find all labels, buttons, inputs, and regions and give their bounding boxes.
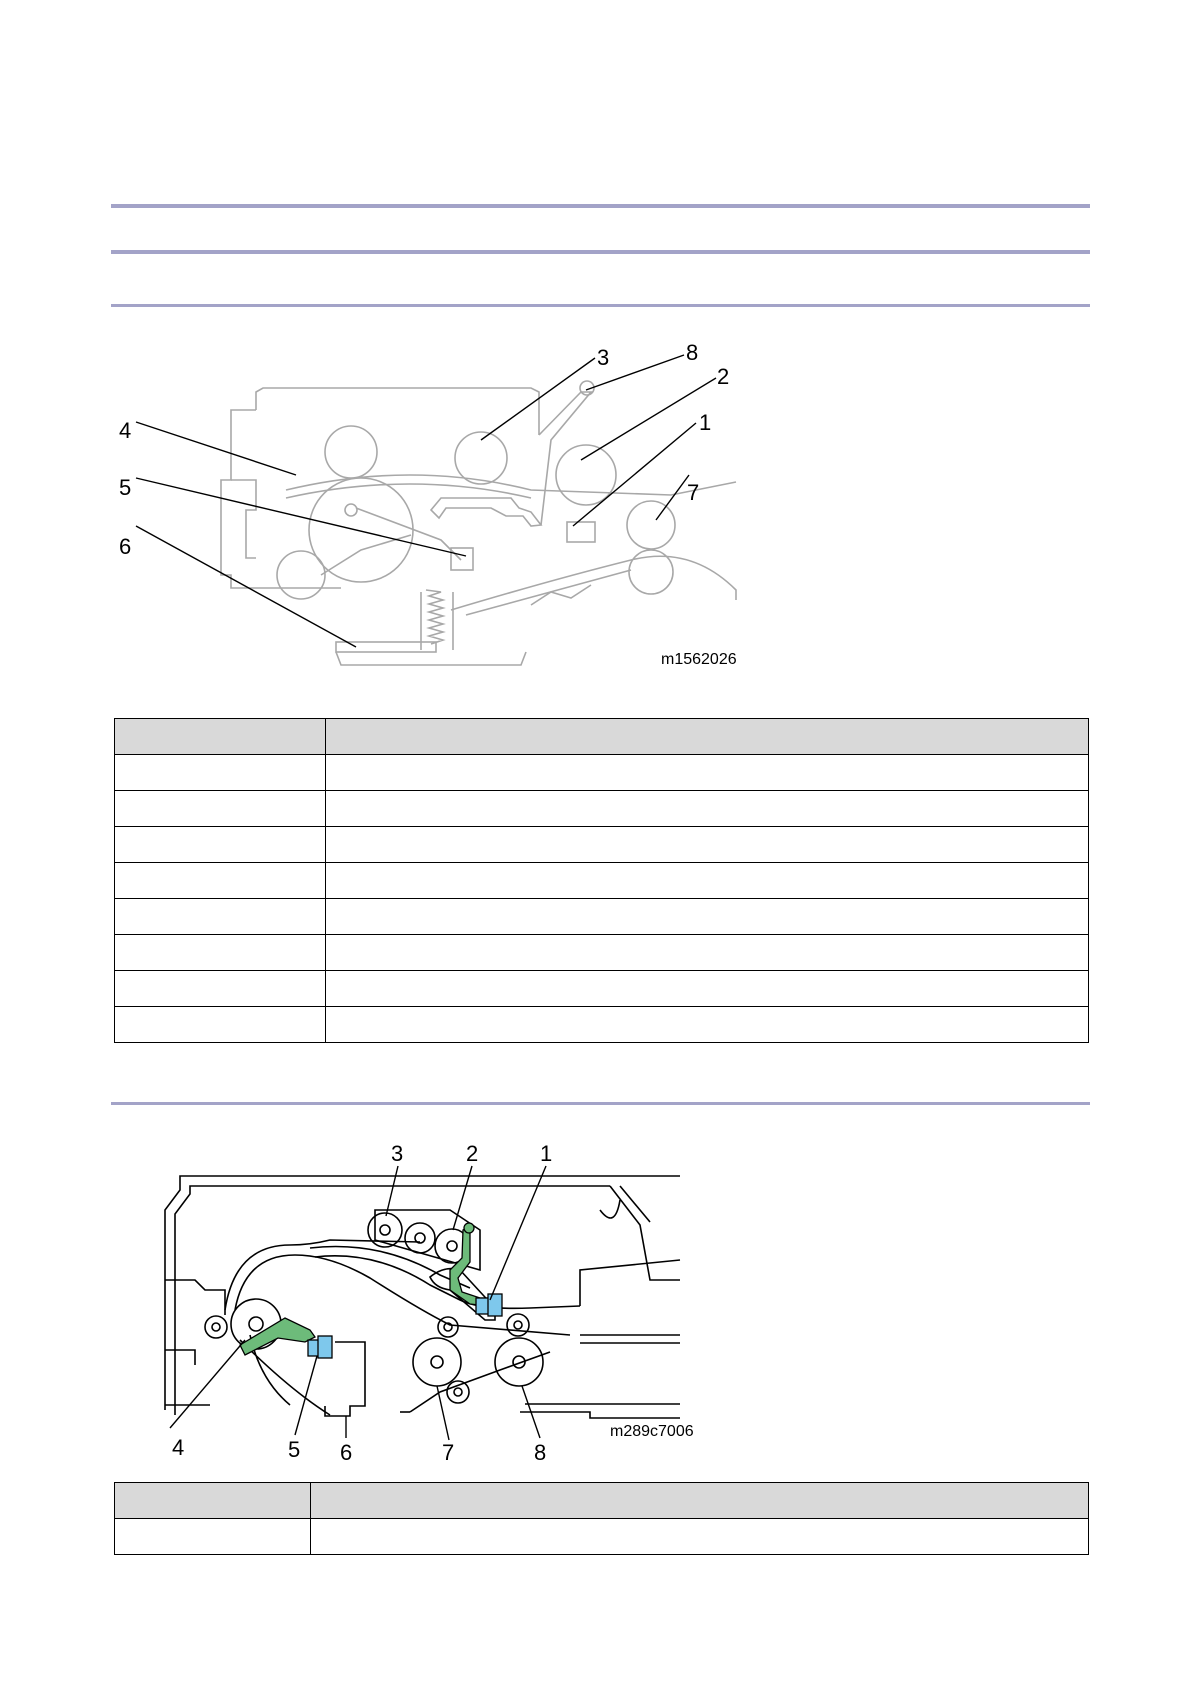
parts-table-2 xyxy=(114,1482,1089,1555)
fig2-callout-5: 5 xyxy=(288,1437,301,1462)
table-row xyxy=(115,1519,1089,1555)
table-row xyxy=(115,899,1089,935)
figure-1-mechanism xyxy=(221,381,736,665)
table-cell xyxy=(326,827,1089,863)
table-row xyxy=(115,863,1089,899)
table-row xyxy=(115,827,1089,863)
figure-1-leaders xyxy=(136,355,716,647)
figure-2-drawing xyxy=(150,1130,710,1465)
table-cell xyxy=(326,935,1089,971)
section-rule-heading xyxy=(111,250,1090,254)
parts-table-1 xyxy=(114,718,1089,1043)
roller-upper-left xyxy=(325,426,377,478)
table-row xyxy=(115,755,1089,791)
table-row xyxy=(115,1007,1089,1043)
fig1-callout-5: 5 xyxy=(119,475,132,500)
figure-1-drawing xyxy=(111,330,771,680)
table-cell xyxy=(115,755,326,791)
fig1-callout-1: 1 xyxy=(699,410,712,435)
fig2-roller-8 xyxy=(495,1338,543,1386)
roller-7 xyxy=(627,501,675,549)
fig2-callout-2: 2 xyxy=(466,1141,479,1166)
table-cell xyxy=(326,791,1089,827)
table-cell xyxy=(115,1519,311,1555)
table-cell xyxy=(115,899,326,935)
section-rule-2 xyxy=(111,1102,1090,1105)
fig1-callout-4: 4 xyxy=(119,418,132,443)
figure-1-callouts xyxy=(119,340,737,668)
fig2-callout-6: 6 xyxy=(340,1440,353,1465)
fig2-callout-4: 4 xyxy=(172,1435,185,1460)
table-header-row xyxy=(115,719,1089,755)
table-header-cell xyxy=(115,1483,311,1519)
fig1-callout-3: 3 xyxy=(597,345,610,370)
table-cell xyxy=(115,863,326,899)
table-cell xyxy=(326,899,1089,935)
fig1-callout-8: 8 xyxy=(686,340,699,365)
fig2-callout-1: 1 xyxy=(540,1141,553,1166)
fig2-code: m289c7006 xyxy=(610,1423,694,1440)
table-cell xyxy=(326,971,1089,1007)
section-rule-sub xyxy=(111,304,1090,307)
fig1-callout-6: 6 xyxy=(119,534,132,559)
table-row xyxy=(115,935,1089,971)
table-cell xyxy=(115,1007,326,1043)
fig2-callout-3: 3 xyxy=(391,1141,404,1166)
figure-2 xyxy=(150,1130,710,1465)
fig1-sensor-1 xyxy=(567,522,595,542)
roller-2 xyxy=(556,445,616,505)
table-header-cell xyxy=(115,719,326,755)
figure-2-callouts xyxy=(172,1141,694,1465)
table-cell xyxy=(115,791,326,827)
table-cell xyxy=(326,755,1089,791)
table-row xyxy=(115,971,1089,1007)
table-header-row xyxy=(115,1483,1089,1519)
fig2-callout-7: 7 xyxy=(442,1440,455,1465)
roller-4 xyxy=(309,478,413,582)
fig1-code: m1562026 xyxy=(661,651,737,668)
fig1-callout-7: 7 xyxy=(687,480,700,505)
table-header-cell xyxy=(311,1483,1089,1519)
fig1-callout-2: 2 xyxy=(717,364,730,389)
fig2-callout-8: 8 xyxy=(534,1440,547,1465)
fig2-roller-7 xyxy=(413,1338,461,1386)
section-rule-top xyxy=(111,204,1090,208)
table-cell xyxy=(326,1007,1089,1043)
table-cell xyxy=(115,971,326,1007)
table-cell xyxy=(311,1519,1089,1555)
table-cell xyxy=(115,935,326,971)
table-cell xyxy=(115,827,326,863)
figure-1 xyxy=(111,330,771,680)
fig2-arm-4 xyxy=(240,1318,315,1355)
figure-2-mechanism xyxy=(165,1176,680,1418)
table-header-cell xyxy=(326,719,1089,755)
table-cell xyxy=(326,863,1089,899)
table-row xyxy=(115,791,1089,827)
fig1-sensor-5 xyxy=(451,548,473,570)
